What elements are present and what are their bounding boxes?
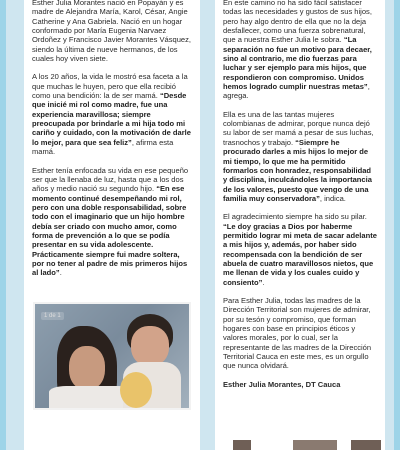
right-column-text	[223, 0, 377, 371]
article-paragraph	[32, 72, 192, 156]
quote-text: “En ese momento continué desempeñando mi rol, pero con una doble responsabilidad, sobre todo con el imaginario que un hijo hombre debía ser criado con mucho amor, como forma de prevención a lo que se podía presentar en su vida adolescente. Prácticamente siempre fui madre soltera, por no tener al padre de mis primeros hijos al lado”	[32, 184, 188, 278]
body-text: , agrega.	[223, 82, 370, 101]
quote-text: “Desde que inicié mi rol como madre, fue una experiencia maravillosa; siempre preocupada por brindarle a mi hija todo mi cariño y cuidado, con la motivación de darle lo mejor, para que sea feliz”	[32, 91, 191, 147]
article-paragraph	[223, 0, 377, 101]
body-text: , indica.	[319, 193, 346, 203]
article-paragraph	[223, 110, 377, 203]
body-text: Esther Julia Morantes nació en Popayán y es madre de Alejandra María, Karol, César, Angie Catherine y Ana Gabriela. Nació en un hogar conformado por María Eugenia Narvaez Ordoñez y Francisco Javier Morantes Vásquez, siendo la última de nueve hermanos, de los cuales hoy viven siete.	[32, 0, 191, 64]
quote-text: “La separación no fue un motivo para decaer, sino al contrario, me dio fuerzas para luchar y ser ejemplo para mis hijos, que respondieron con compromiso. Unidos hemos logrado cumplir nuestras metas”	[223, 35, 372, 92]
quote-text: “Le doy gracias a Dios por haberme permitido lograr mi meta de sacar adelante a mis hijos y, además, por haber sido recompensada con la bendición de ser abuela de cuatro maravillosos nietos, que me llenan de vida y los cuales cuido y consiento”	[223, 221, 377, 287]
left-column-text	[32, 0, 192, 278]
article-paragraph	[32, 166, 192, 278]
body-text: .	[262, 277, 265, 287]
left-decorative-stripe	[0, 0, 6, 450]
body-text: .	[59, 268, 62, 278]
article-paragraph	[223, 212, 377, 287]
body-text: El agradecimiento siempre ha sido su pilar.	[223, 212, 367, 222]
body-text: , afirma esta mamá.	[32, 137, 174, 157]
photo-badge: 1 de 1	[41, 312, 64, 320]
body-text: Para Esther Julia, todas las madres de la Dirección Territorial son mujeres de admirar, por su tesón y compromiso, que forman hogares con base en principios éticos y valores morales, por lo cual, ser la representante de las madres de la Dirección Territorial Cauca en este mes, es un orgullo que nunca olvidará.	[223, 295, 372, 371]
article-signature: Esther Julia Morantes, DT Cauca	[223, 379, 341, 389]
article-right-column	[215, 0, 385, 450]
body-text: En este camino no ha sido fácil satisfacer todas las necesidades y gustos de sus hijos, pero hay algo dentro de ella que no la deja desfallecer, como una fuerza sobrenatural, que a nuestra Esther Julia le sobra.	[223, 0, 372, 45]
article-paragraph	[32, 0, 192, 63]
footer-photo-strip	[233, 440, 381, 450]
body-text: Esther tenía enfocada su vida en ese pequeño ser que la llenaba de luz, hasta que a los dos años y medio nació su segundo hijo.	[32, 165, 189, 194]
quote-text: “Siempre he procurado darles a mis hijos lo mejor de mi tiempo, lo que me ha permitido formarlos con honradez, responsabilidad y disciplina, inculcándoles la importancia de los valores, puesto que vengo de una familia muy conservadora”	[223, 137, 372, 203]
right-decorative-stripe	[394, 0, 400, 450]
article-paragraph	[223, 296, 377, 371]
body-text: A los 20 años, la vida le mostró esa faceta a la que muchas le huyen, pero que ella recibió como una bendición: la de ser mamá.	[32, 72, 188, 101]
body-text: Ella es una de las tantas mujeres colombianas de admirar, porque nunca dejó su labor de ser mamá a pesar de sus luchas, trasnochos y trabajo.	[223, 109, 374, 147]
mother-daughter-photo	[33, 302, 191, 410]
